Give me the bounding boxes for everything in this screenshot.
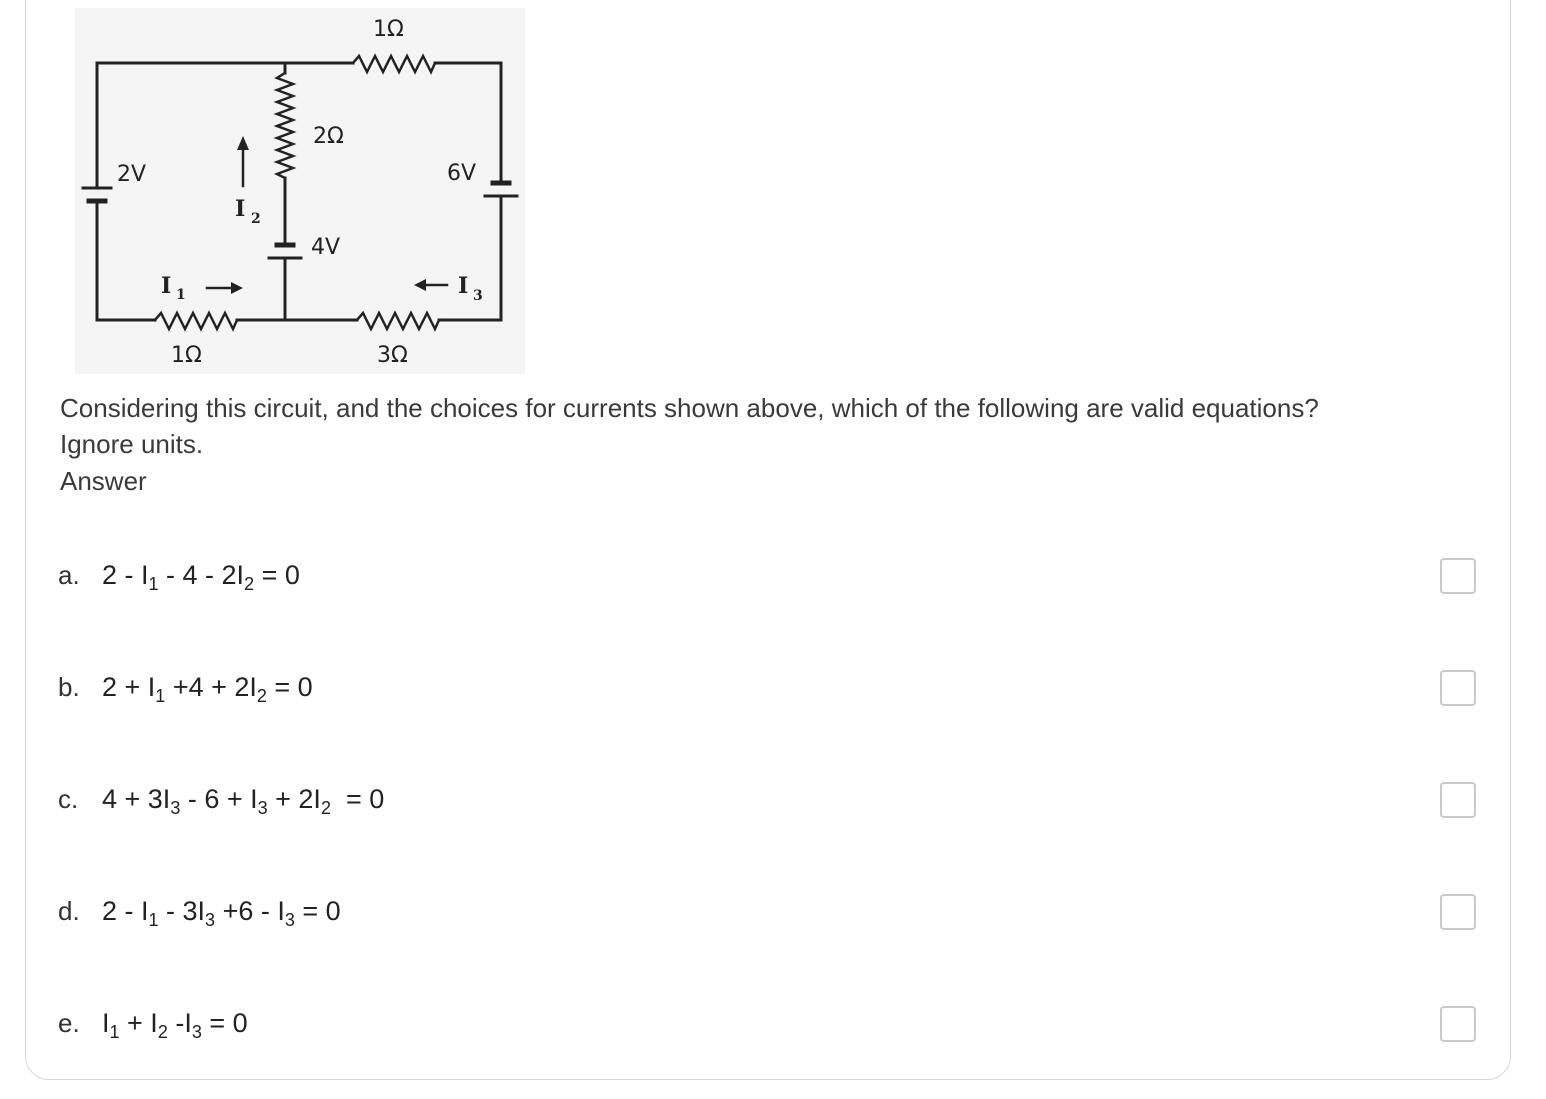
label-i1-sub: 1	[176, 287, 186, 303]
option-b	[58, 670, 1488, 714]
label-i1: I	[161, 273, 172, 299]
option-letter: b.	[58, 672, 80, 702]
label-i2: I	[235, 196, 246, 222]
label-i2-sub: 2	[251, 211, 261, 227]
option-equation: $I_1 + I_2$ $-I_3 = 0$	[102, 1008, 248, 1042]
label-r-top: 1Ω	[373, 17, 404, 42]
option-letter: c.	[58, 784, 79, 814]
option-letter: d.	[58, 896, 80, 926]
option-d-checkbox[interactable]	[1440, 894, 1476, 930]
option-equation: $4 + 3I_3 - 6 + I_3 + 2I_2 = 0$	[102, 784, 385, 818]
option-e	[58, 1006, 1488, 1050]
label-v-right: 6V	[447, 161, 477, 186]
i1-arrowhead-icon	[231, 282, 243, 294]
option-c-checkbox[interactable]	[1440, 782, 1476, 818]
question-text: Considering this circuit, and the choices for currents shown above, which of the following are valid equations? Ignore units.	[60, 393, 1319, 459]
i3-arrowhead-icon	[414, 279, 426, 291]
option-d	[58, 894, 1488, 938]
option-a-checkbox[interactable]	[1440, 558, 1476, 594]
circuit-svg	[75, 8, 525, 374]
label-r-mid: 2Ω	[313, 124, 344, 149]
label-r-br: 3Ω	[377, 343, 408, 368]
option-equation: $2 - I_1 - 4 - 2I_2 = 0$	[102, 560, 300, 594]
option-letter: a.	[58, 560, 80, 590]
option-equation: $2 + I_1 +4 + 2I_2 = 0$	[102, 672, 313, 706]
label-i3: I	[458, 273, 469, 299]
i2-arrowhead-icon	[237, 136, 249, 150]
label-i3-sub: 3	[473, 288, 483, 304]
answer-label: Answer	[60, 466, 147, 496]
option-equation: $2 - I_1 - 3I_3 +6 - I_3 = 0$	[102, 896, 341, 930]
option-b-checkbox[interactable]	[1440, 670, 1476, 706]
label-v-mid: 4V	[311, 235, 341, 260]
label-r-bl: 1Ω	[171, 343, 202, 368]
option-c	[58, 782, 1488, 826]
option-a	[58, 558, 1488, 602]
option-letter: e.	[58, 1008, 80, 1038]
circuit-diagram	[75, 8, 525, 374]
label-v-left: 2V	[117, 162, 147, 187]
option-e-checkbox[interactable]	[1440, 1006, 1476, 1042]
